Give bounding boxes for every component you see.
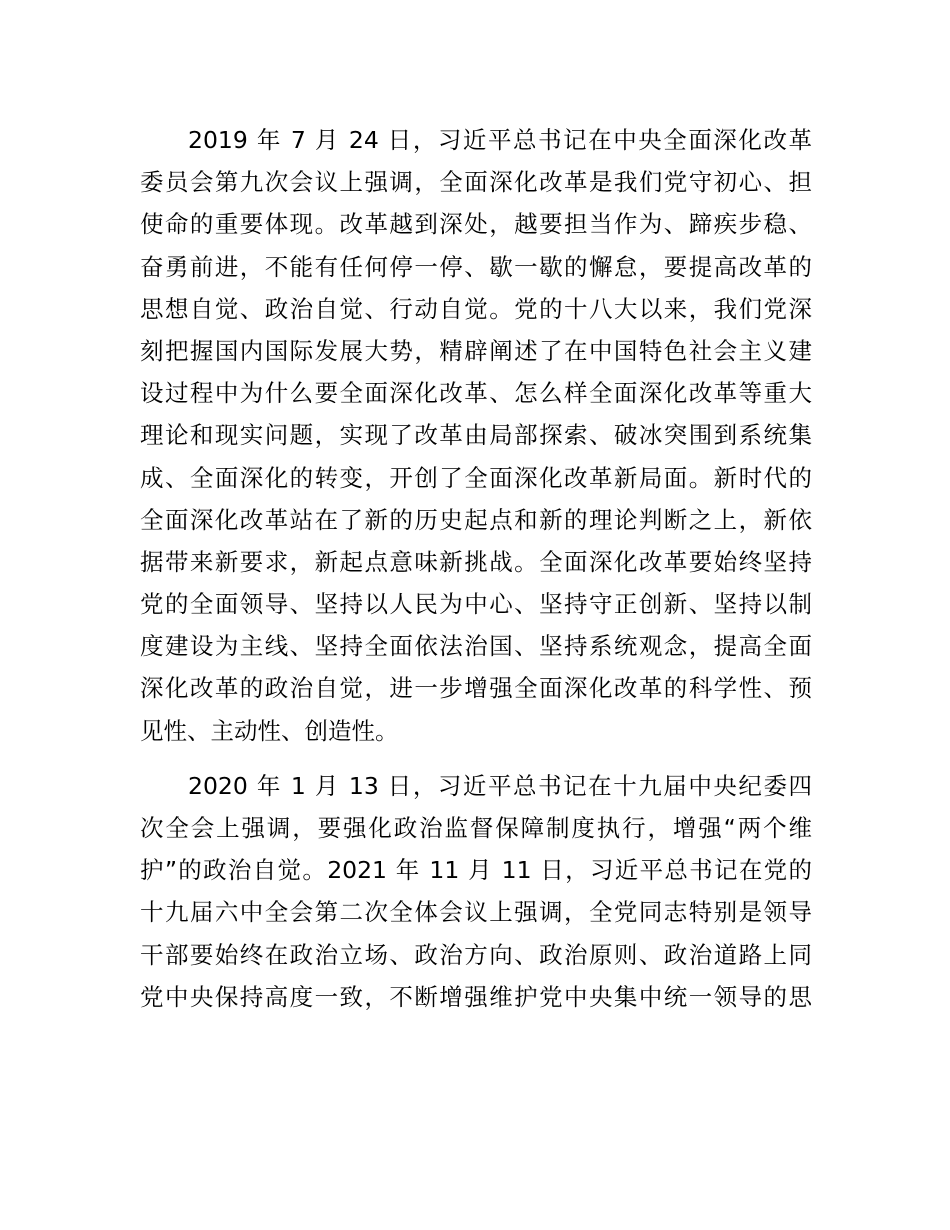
text-line: 见性、主动性、创造性。 bbox=[140, 716, 399, 745]
text-line: 刻把握国内国际发展大势，精辟阐述了在中国特色社会主义建 bbox=[140, 336, 812, 365]
text-line: 护”的政治自觉。2021 年 11 月 11 日，习近平总书记在党的 bbox=[140, 856, 812, 885]
text-line: 度建设为主线、坚持全面依法治国、坚持系统观念，提高全面 bbox=[140, 632, 812, 661]
text-line: 据带来新要求，新起点意味新挑战。全面深化改革要始终坚持 bbox=[140, 547, 812, 576]
paragraph-2 bbox=[140, 765, 812, 1018]
text-line: 使命的重要体现。改革越到深处，越要担当作为、蹄疾步稳、 bbox=[140, 210, 812, 239]
text-line: 奋勇前进，不能有任何停一停、歇一歇的懈怠，要提高改革的 bbox=[140, 252, 812, 281]
text-line: 委员会第九次会议上强调，全面深化改革是我们党守初心、担 bbox=[140, 168, 812, 197]
text-line: 全面深化改革站在了新的历史起点和新的理论判断之上，新依 bbox=[140, 505, 812, 534]
paragraph-1 bbox=[140, 119, 812, 752]
text-line: 十九届六中全会第二次全体会议上强调，全党同志特别是领导 bbox=[140, 898, 812, 927]
document-page bbox=[140, 119, 812, 1018]
text-line: 2019 年 7 月 24 日，习近平总书记在中央全面深化改革 bbox=[188, 126, 812, 154]
text-line: 设过程中为什么要全面深化改革、怎么样全面深化改革等重大 bbox=[140, 379, 812, 408]
text-line: 深化改革的政治自觉，进一步增强全面深化改革的科学性、预 bbox=[140, 674, 812, 703]
text-line: 党的全面领导、坚持以人民为中心、坚持守正创新、坚持以制 bbox=[140, 590, 812, 619]
text-line: 理论和现实问题，实现了改革由局部探索、破冰突围到系统集 bbox=[140, 421, 812, 450]
paragraph-spacing bbox=[140, 752, 812, 765]
text-line: 次全会上强调，要强化政治监督保障制度执行，增强“两个维 bbox=[140, 814, 812, 842]
text-line: 2020 年 1 月 13 日，习近平总书记在十九届中央纪委四 bbox=[188, 771, 812, 800]
text-line: 成、全面深化的转变，开创了全面深化改革新局面。新时代的 bbox=[140, 463, 812, 492]
text-line: 党中央保持高度一致，不断增强维护党中央集中统一领导的思 bbox=[140, 982, 812, 1011]
text-line: 思想自觉、政治自觉、行动自觉。党的十八大以来，我们党深 bbox=[140, 294, 812, 323]
text-line: 干部要始终在政治立场、政治方向、政治原则、政治道路上同 bbox=[140, 940, 812, 969]
